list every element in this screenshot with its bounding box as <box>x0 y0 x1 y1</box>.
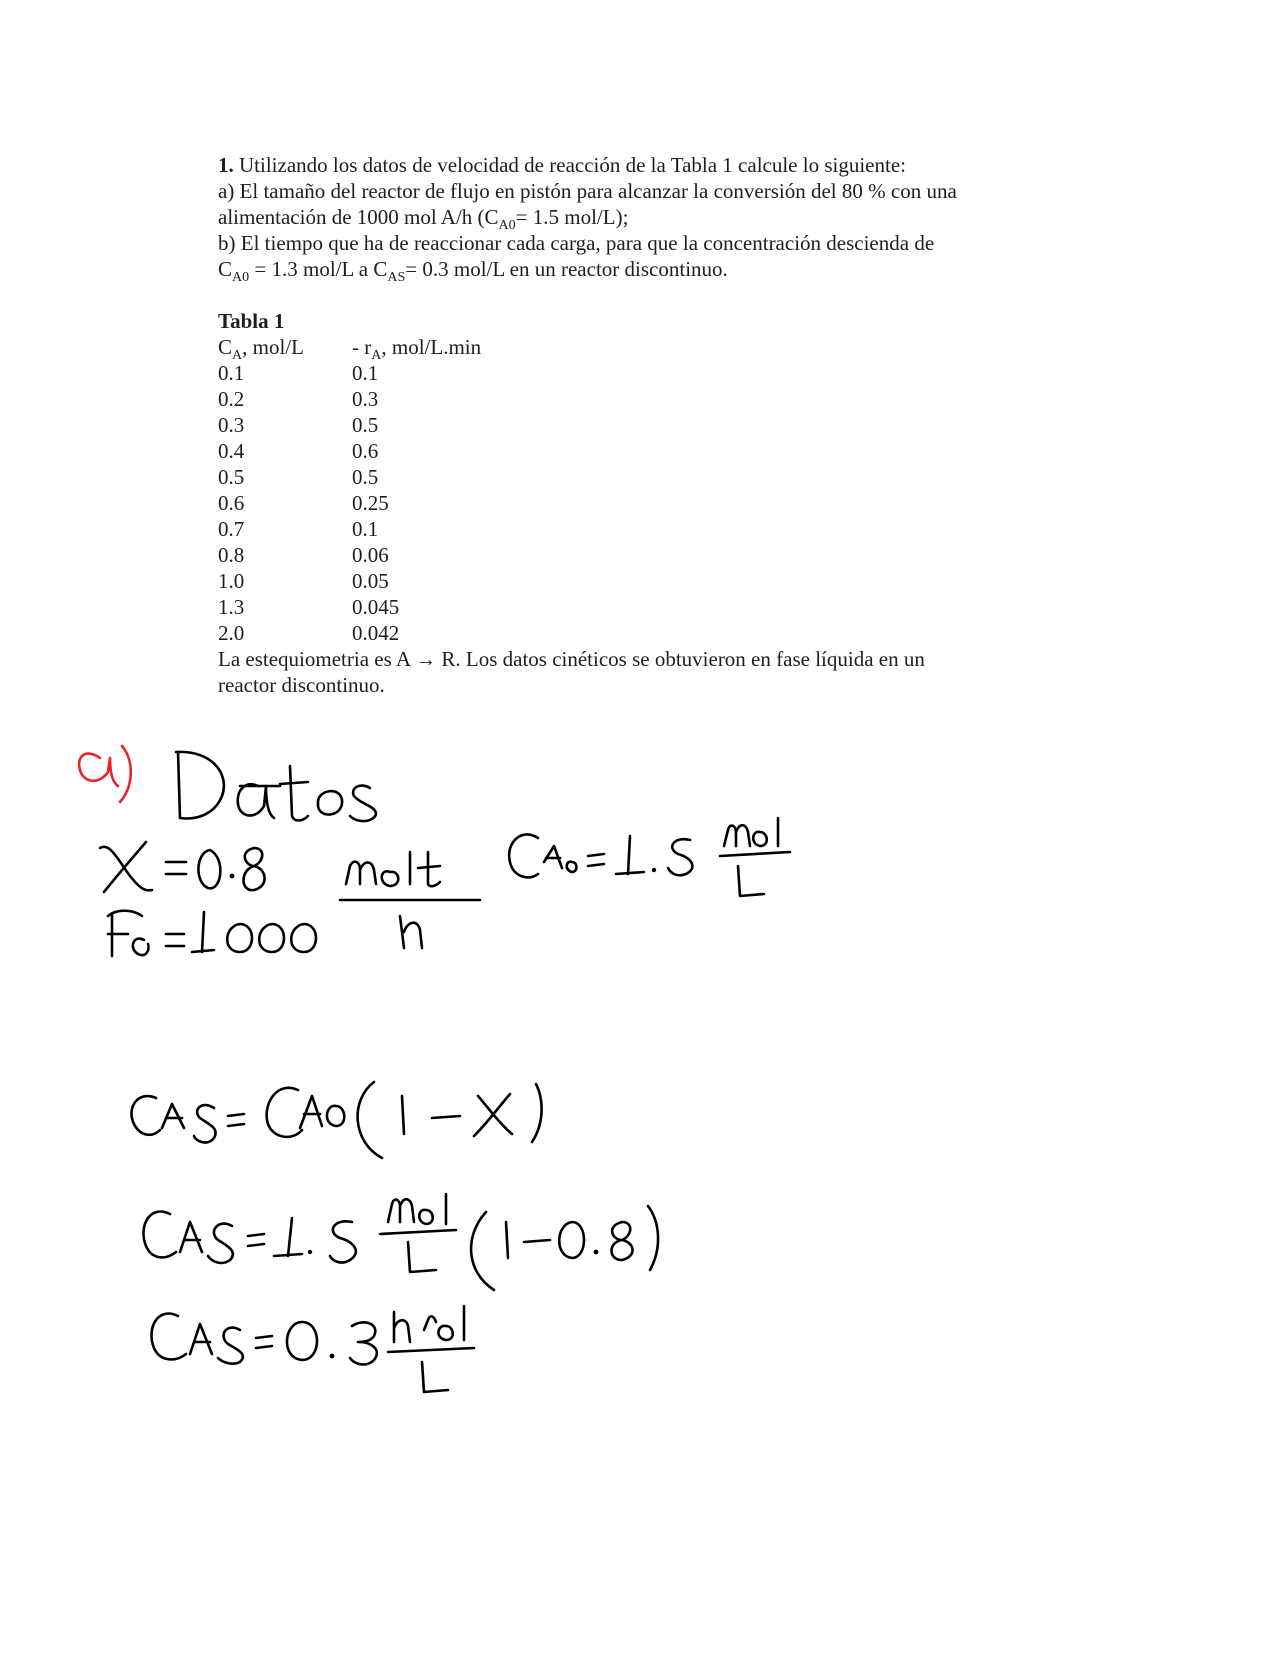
header-rate: - $r_A$, mol/L.min <box>352 335 482 364</box>
stoichiometry-note-line-2: reactor discontinuo. <box>218 673 385 697</box>
handwritten-conversion <box>100 842 265 892</box>
handwritten-equation-1 <box>131 1082 541 1158</box>
problem-number: 1. <box>218 153 234 177</box>
part-b-line-1: b) El tiempo que ha de reaccionar cada carga, para que la concentración descienda de <box>218 231 935 255</box>
table-row: 0.4 0.6 <box>218 439 379 463</box>
handwritten-datos <box>176 752 376 821</box>
problem-intro: Utilizando los datos de velocidad de reacción de la Tabla 1 calcule lo siguiente: <box>239 153 906 177</box>
table-title: Tabla 1 <box>218 309 285 333</box>
handwritten-result <box>151 1306 474 1392</box>
table-row: 0.8 0.06 <box>218 543 389 567</box>
table-row: 0.2 0.3 <box>218 387 379 411</box>
handwritten-inlet-concentration <box>509 818 790 896</box>
handwritten-flow-rate <box>108 852 480 956</box>
table-row: 2.0 0.042 <box>218 621 400 645</box>
part-b-line-2: $C_{A0} = 1.3$ mol/L a $C_{AS}= 0.3$ mol/L en un reactor discontinuo. <box>218 257 728 286</box>
header-concentration: $C_A$, mol/L <box>218 335 304 364</box>
handwritten-equation-2 <box>143 1194 658 1290</box>
table-row: 0.6 0.25 <box>218 491 389 515</box>
table-row: 1.0 0.05 <box>218 569 389 593</box>
table-row: 0.3 0.5 <box>218 413 379 437</box>
table-row: 0.1 0.1 <box>218 361 379 385</box>
table-row: 0.7 0.1 <box>218 517 379 541</box>
handwritten-part-a-label <box>79 746 131 802</box>
table-row: 1.3 0.045 <box>218 595 400 619</box>
part-a-line-2: alimentación de 1000 mol A/h ($C_{A0}= 1.5$ mol/L); <box>218 205 629 234</box>
stoichiometry-note-line-1: La estequiometria es A → R. Los datos cinéticos se obtuvieron en fase líquida en un <box>218 647 925 671</box>
table-row: 0.5 0.5 <box>218 465 379 489</box>
part-a-line-1: a) El tamaño del reactor de flujo en pistón para alcanzar la conversión del 80 % con una <box>218 179 957 203</box>
